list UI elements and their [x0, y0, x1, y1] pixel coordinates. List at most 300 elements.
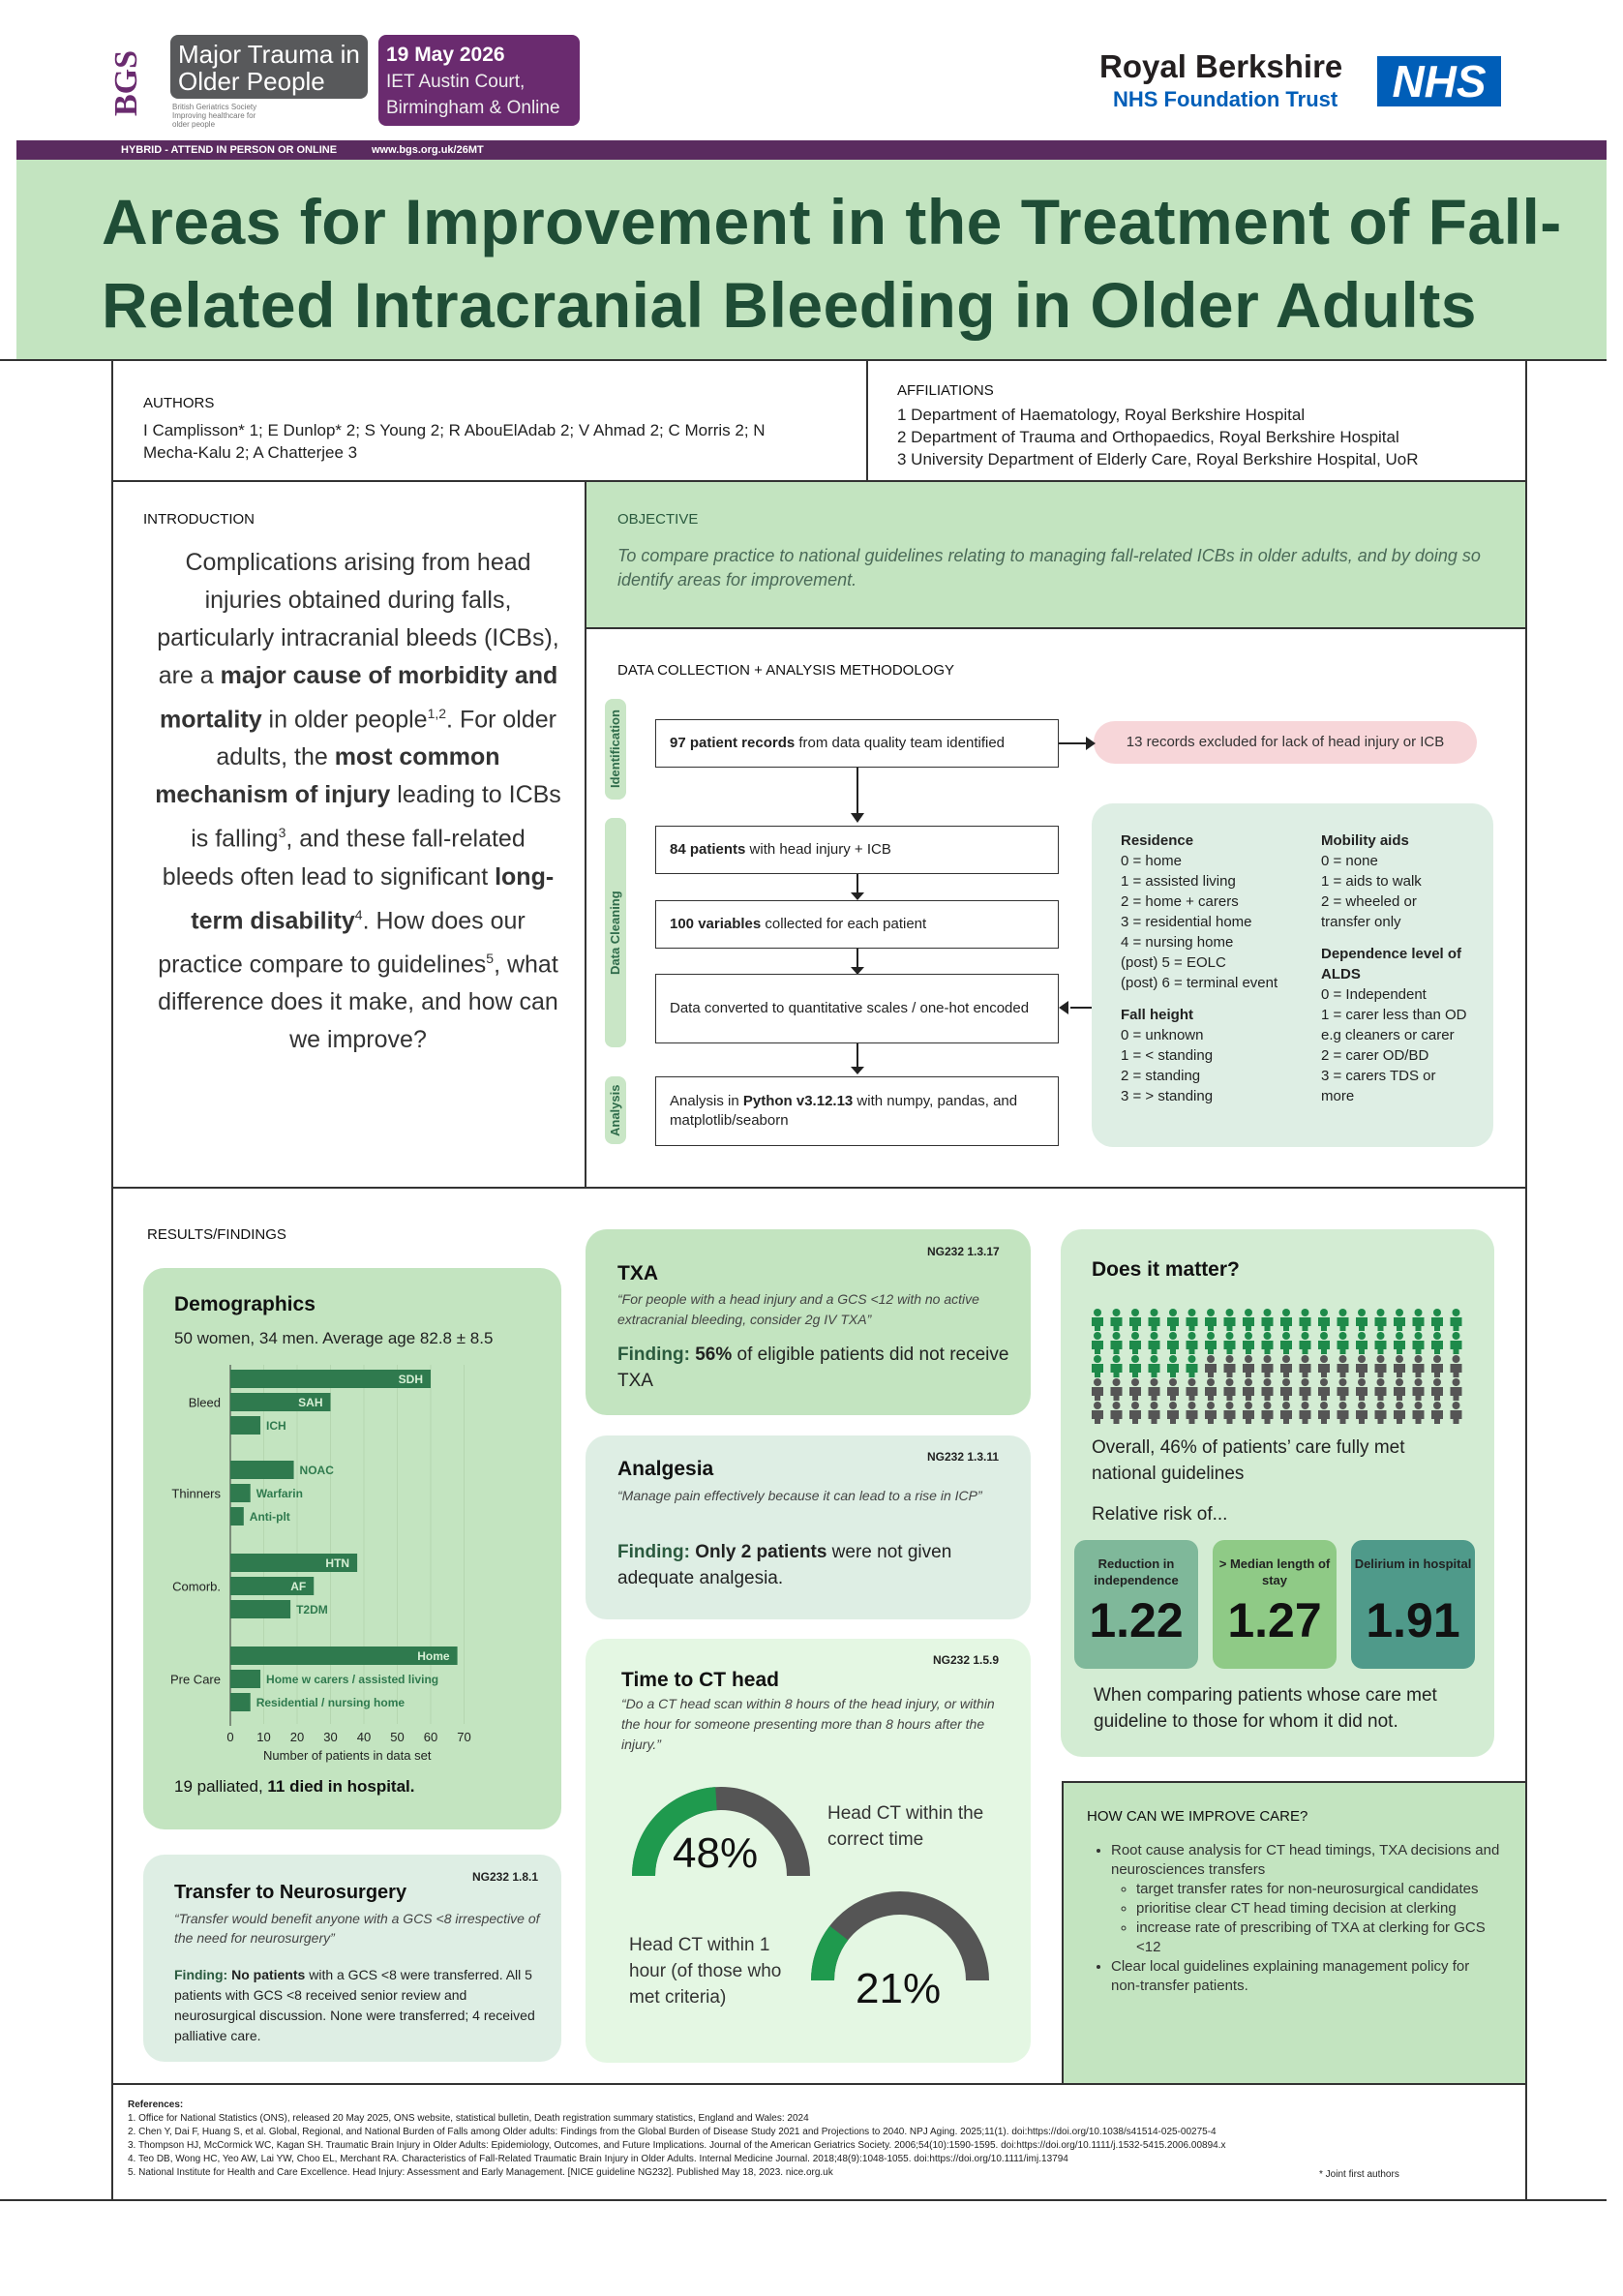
divider	[0, 2199, 1607, 2201]
person-body	[1431, 1317, 1443, 1331]
bar-label: HTN	[325, 1556, 350, 1570]
person-body	[1129, 1410, 1141, 1424]
mobility-heading: Mobility aids	[1321, 832, 1409, 849]
matter-relative-risk: Relative risk of...	[1092, 1504, 1228, 1525]
demographics-chart	[145, 1360, 561, 1767]
person-body	[1337, 1317, 1349, 1331]
person-body	[1167, 1317, 1179, 1331]
person-body	[1375, 1317, 1387, 1331]
person-body	[1149, 1387, 1160, 1401]
bar-label: SDH	[398, 1373, 423, 1386]
person-body	[1092, 1410, 1103, 1424]
person-head	[1245, 1332, 1252, 1340]
joint-authors-note: * Joint first authors	[1319, 2169, 1399, 2180]
person-body	[1111, 1410, 1123, 1424]
finding-text: of eligible patients did not receive TXA	[617, 1344, 1009, 1391]
residence-item: (post) 5 = EOLC	[1121, 954, 1226, 971]
person-head	[1282, 1355, 1290, 1363]
person-body	[1167, 1410, 1179, 1424]
person-body	[1187, 1387, 1198, 1401]
person-body	[1337, 1341, 1349, 1354]
person-head	[1188, 1309, 1196, 1316]
person-head	[1226, 1402, 1234, 1409]
person-body	[1451, 1410, 1462, 1424]
person-head	[1415, 1402, 1423, 1409]
mobility-item: 2 = wheeled or	[1321, 893, 1417, 910]
person-body	[1129, 1317, 1141, 1331]
person-body	[1280, 1341, 1292, 1354]
step-patients-text: with head injury + ICB	[745, 841, 891, 858]
divider	[866, 359, 868, 480]
person-body	[1243, 1410, 1254, 1424]
person-head	[1302, 1309, 1309, 1316]
person-head	[1226, 1355, 1234, 1363]
person-body	[1149, 1410, 1160, 1424]
residence-heading: Residence	[1121, 832, 1194, 849]
person-body	[1167, 1387, 1179, 1401]
person-head	[1169, 1355, 1177, 1363]
person-body	[1375, 1410, 1387, 1424]
person-head	[1339, 1309, 1347, 1316]
chart-area	[170, 1365, 471, 1763]
person-body	[1431, 1364, 1443, 1377]
person-body	[1111, 1364, 1123, 1377]
x-tick-label: 30	[323, 1730, 338, 1744]
person-head	[1282, 1402, 1290, 1409]
person-body	[1451, 1317, 1462, 1331]
band-url[interactable]: www.bgs.org.uk/26MT	[372, 144, 484, 156]
person-head	[1226, 1378, 1234, 1386]
person-head	[1433, 1378, 1441, 1386]
demographics-title: Demographics	[174, 1293, 316, 1315]
person-head	[1245, 1402, 1252, 1409]
arrow-head	[851, 892, 864, 900]
person-body	[1187, 1410, 1198, 1424]
people-group	[1092, 1309, 1462, 1424]
person-body	[1149, 1364, 1160, 1377]
person-body	[1187, 1317, 1198, 1331]
bar-label: Warfarin	[255, 1487, 303, 1500]
person-head	[1415, 1309, 1423, 1316]
person-head	[1396, 1378, 1403, 1386]
alds-item: 3 = carers TDS or	[1321, 1068, 1436, 1084]
divider	[0, 359, 1607, 361]
person-body	[1413, 1364, 1425, 1377]
person-head	[1453, 1402, 1460, 1409]
bar-label: T2DM	[296, 1603, 328, 1616]
person-head	[1094, 1309, 1101, 1316]
person-head	[1320, 1378, 1328, 1386]
person-head	[1377, 1402, 1385, 1409]
person-head	[1113, 1332, 1121, 1340]
person-head	[1453, 1378, 1460, 1386]
person-head	[1358, 1309, 1366, 1316]
mobility-item: 1 = aids to walk	[1321, 873, 1422, 890]
person-head	[1302, 1355, 1309, 1363]
bar-label: SAH	[298, 1396, 323, 1409]
kpi-label: Delirium in hospital	[1354, 1556, 1472, 1571]
step-analysis-text-a: Analysis in	[670, 1093, 743, 1109]
person-body	[1394, 1387, 1405, 1401]
transfer-guideline-code: NG232 1.8.1	[472, 1870, 539, 1884]
mobility-item: transfer only	[1321, 914, 1401, 930]
person-body	[1111, 1317, 1123, 1331]
person-body	[1224, 1341, 1236, 1354]
analgesia-quote: “Manage pain effectively because it can lead to a rise in ICP”	[617, 1488, 982, 1503]
person-head	[1151, 1378, 1158, 1386]
arrow	[857, 768, 858, 816]
person-head	[1302, 1402, 1309, 1409]
x-tick-label: 60	[423, 1730, 438, 1744]
tab-analysis: Analysis	[605, 1076, 626, 1144]
person-body	[1167, 1341, 1179, 1354]
person-body	[1224, 1410, 1236, 1424]
event-venue: IET Austin Court, Birmingham & Online	[386, 72, 560, 118]
txa-guideline-code: NG232 1.3.17	[927, 1245, 1000, 1258]
person-head	[1113, 1355, 1121, 1363]
person-body	[1451, 1387, 1462, 1401]
person-body	[1224, 1387, 1236, 1401]
step-analysis	[655, 1076, 1059, 1146]
person-head	[1245, 1309, 1252, 1316]
person-head	[1264, 1332, 1272, 1340]
person-body	[1375, 1364, 1387, 1377]
person-body	[1129, 1387, 1141, 1401]
person-head	[1131, 1332, 1139, 1340]
step-records	[655, 719, 1059, 768]
gauge-fill	[823, 1933, 839, 1980]
person-body	[1451, 1341, 1462, 1354]
person-body	[1413, 1410, 1425, 1424]
x-tick-label: 20	[289, 1730, 305, 1744]
person-head	[1396, 1355, 1403, 1363]
person-head	[1396, 1402, 1403, 1409]
person-body	[1337, 1364, 1349, 1377]
person-head	[1282, 1309, 1290, 1316]
arrow-head	[1086, 737, 1096, 750]
person-head	[1358, 1402, 1366, 1409]
step-variables-count: 100 variables	[670, 916, 762, 932]
person-head	[1188, 1355, 1196, 1363]
tab-data-cleaning: Data Cleaning	[605, 818, 626, 1047]
person-head	[1377, 1332, 1385, 1340]
divider	[586, 627, 1525, 629]
person-body	[1413, 1387, 1425, 1401]
intro-text: Complications arising from head injuries obtained during falls, particularly intracranial bleeds (ICBs), are a major cause of morbidity and mortality in older people$^{1,2}$. For older adults, the most common mechanism of injury leading to ICBs is falling$^3$, and these fall-related bleeds often lead to significant long-term disability$^4$. How does our practice compare to guidelines$^5$, what difference does it make, and how can we improve?	[155, 549, 561, 1054]
alds-heading: Dependence level of ALDS	[1321, 946, 1462, 982]
person-body	[1262, 1341, 1274, 1354]
person-body	[1300, 1317, 1311, 1331]
person-head	[1377, 1355, 1385, 1363]
person-head	[1377, 1378, 1385, 1386]
objective-text: To compare practice to national guidelines relating to managing fall-related ICBs in older adults, and by doing so identify areas for improvement.	[617, 546, 1481, 589]
bar	[230, 1484, 251, 1502]
bar	[230, 1507, 244, 1526]
person-head	[1188, 1332, 1196, 1340]
person-body	[1318, 1387, 1330, 1401]
reference-1: 1. Office for National Statistics (ONS), released 20 May 2025, ONS website, statistical bulletin, Death registration summary statistics, England and Wales: 2024	[128, 2113, 809, 2124]
kpi-value: 1.91	[1366, 1593, 1460, 1647]
person-head	[1151, 1309, 1158, 1316]
person-head	[1415, 1355, 1423, 1363]
person-body	[1337, 1410, 1349, 1424]
improve-item	[1111, 1841, 1502, 1957]
step-encoding: Data converted to quantitative scales / one-hot encoded	[655, 974, 1059, 1043]
person-body	[1187, 1341, 1198, 1354]
person-head	[1396, 1309, 1403, 1316]
bgs-subtitle: British Geriatrics Society Improving healthcare for older people	[172, 103, 257, 129]
group-label: Comorb.	[172, 1579, 221, 1594]
person-head	[1151, 1402, 1158, 1409]
hybrid-band	[16, 140, 1607, 160]
residence-item: (post) 6 = terminal event	[1121, 975, 1278, 991]
finding-highlight: 56%	[695, 1344, 733, 1365]
ct-gauge-2-label: Head CT within 1 hour (of those who met criteria)	[629, 1935, 782, 2008]
demographics-footnote	[174, 1777, 415, 1797]
person-head	[1207, 1402, 1215, 1409]
person-head	[1131, 1378, 1139, 1386]
person-body	[1451, 1364, 1462, 1377]
x-axis-label: Number of patients in data set	[263, 1748, 432, 1763]
tab-identification: Identification	[605, 699, 626, 800]
person-head	[1245, 1378, 1252, 1386]
bar-label: Anti-plt	[249, 1510, 290, 1524]
analgesia-guideline-code: NG232 1.3.11	[927, 1450, 1000, 1464]
arrow-head	[851, 813, 864, 823]
improve-subitem: ◦ target transfer rates for non-neurosurgical candidates	[1136, 1880, 1502, 1899]
x-tick-label: 50	[390, 1730, 405, 1744]
person-head	[1339, 1402, 1347, 1409]
kpi-length-of-stay	[1213, 1540, 1337, 1669]
person-body	[1413, 1341, 1425, 1354]
person-body	[1243, 1364, 1254, 1377]
finding-label: Finding:	[617, 1542, 696, 1562]
txa-title: TXA	[617, 1262, 658, 1284]
people-pictograph	[1086, 1305, 1473, 1426]
person-body	[1356, 1410, 1368, 1424]
person-body	[1092, 1341, 1103, 1354]
x-tick-label: 10	[256, 1730, 271, 1744]
demographics-summary: 50 women, 34 men. Average age 82.8 ± 8.5	[174, 1329, 494, 1347]
bar	[230, 1693, 251, 1711]
person-body	[1300, 1364, 1311, 1377]
ct-title: Time to CT head	[621, 1669, 779, 1691]
nhs-logo: NHS	[1377, 56, 1501, 106]
divider	[111, 1187, 1527, 1189]
person-body	[1205, 1387, 1217, 1401]
trust-subtitle: NHS Foundation Trust	[1113, 87, 1338, 111]
person-head	[1264, 1378, 1272, 1386]
event-date: 19 May 2026	[386, 44, 505, 66]
person-body	[1262, 1317, 1274, 1331]
finding-text: were not given adequate analgesia.	[617, 1542, 952, 1588]
person-body	[1356, 1387, 1368, 1401]
person-head	[1320, 1355, 1328, 1363]
excluded-records-pill: 13 records excluded for lack of head injury or ICB	[1094, 721, 1477, 764]
arrow-head	[1059, 1001, 1068, 1014]
step-patients-count: 84 patients	[670, 841, 746, 858]
person-head	[1169, 1378, 1177, 1386]
step-variables	[655, 900, 1059, 949]
divider	[111, 359, 113, 2201]
step-records-text: from data quality team identified	[795, 735, 1006, 751]
footnote-palliated: 19 palliated,	[174, 1777, 268, 1796]
person-head	[1358, 1378, 1366, 1386]
person-body	[1337, 1387, 1349, 1401]
person-head	[1415, 1378, 1423, 1386]
alds-item: 0 = Independent	[1321, 986, 1427, 1003]
person-head	[1358, 1355, 1366, 1363]
person-body	[1224, 1317, 1236, 1331]
person-body	[1394, 1317, 1405, 1331]
matter-title: Does it matter?	[1092, 1258, 1240, 1281]
group-label: Pre Care	[169, 1672, 221, 1687]
person-body	[1187, 1364, 1198, 1377]
person-head	[1453, 1332, 1460, 1340]
bar	[230, 1461, 294, 1479]
person-head	[1339, 1378, 1347, 1386]
person-body	[1205, 1410, 1217, 1424]
person-head	[1113, 1309, 1121, 1316]
residence-item: 2 = home + carers	[1121, 893, 1239, 910]
person-body	[1431, 1410, 1443, 1424]
step-variables-text: collected for each patient	[761, 916, 927, 932]
person-body	[1262, 1387, 1274, 1401]
finding-label: Finding:	[617, 1344, 696, 1365]
alds-item: 1 = carer less than OD	[1321, 1007, 1467, 1023]
bar	[230, 1600, 290, 1618]
person-body	[1356, 1341, 1368, 1354]
step-patients	[655, 826, 1059, 874]
person-head	[1415, 1332, 1423, 1340]
divider	[1525, 359, 1527, 2201]
person-body	[1280, 1364, 1292, 1377]
improve-list	[1086, 1841, 1502, 1996]
person-body	[1300, 1410, 1311, 1424]
references-heading: References:	[128, 2100, 184, 2110]
improve-heading: HOW CAN WE IMPROVE CARE?	[1087, 1808, 1308, 1825]
person-head	[1207, 1309, 1215, 1316]
fall-item: 1 = < standing	[1121, 1047, 1214, 1064]
person-head	[1094, 1402, 1101, 1409]
person-body	[1129, 1341, 1141, 1354]
person-head	[1433, 1332, 1441, 1340]
person-head	[1302, 1378, 1309, 1386]
residence-item: 1 = assisted living	[1121, 873, 1236, 890]
person-body	[1318, 1341, 1330, 1354]
bar-label: Home	[417, 1649, 450, 1663]
person-body	[1205, 1364, 1217, 1377]
person-head	[1131, 1355, 1139, 1363]
person-body	[1243, 1387, 1254, 1401]
trust-name: Royal Berkshire	[1099, 48, 1343, 84]
person-head	[1131, 1402, 1139, 1409]
bar	[230, 1670, 260, 1688]
matter-footnote: When comparing patients whose care met guideline to those for whom it did not.	[1094, 1685, 1437, 1732]
improve-item-text: Root cause analysis for CT head timings, TXA decisions and neurosciences transfers	[1111, 1842, 1500, 1878]
person-head	[1339, 1332, 1347, 1340]
finding-text: with a GCS <8 were transferred. All 5 patients with GCS <8 received senior review and neurosurgical discussion. None were transferred; 4 received palliative care.	[174, 1967, 535, 2043]
analgesia-finding	[617, 1539, 1014, 1591]
person-body	[1243, 1317, 1254, 1331]
results-heading: RESULTS/FINDINGS	[147, 1226, 286, 1243]
person-head	[1131, 1309, 1139, 1316]
person-head	[1339, 1355, 1347, 1363]
transfer-title: Transfer to Neurosurgery	[174, 1882, 407, 1903]
objective-heading: OBJECTIVE	[617, 511, 699, 528]
person-body	[1262, 1410, 1274, 1424]
person-body	[1431, 1387, 1443, 1401]
intro-heading: INTRODUCTION	[143, 511, 255, 528]
kpi-label: > Median length of stay	[1218, 1556, 1331, 1587]
reference-3: 3. Thompson HJ, McCormick WC, Kagan SH. Traumatic Brain Injury in Older Adults: Epidemiology, Outcomes, and Future Implications. Journal of the American Geriatrics Society. 2006;54(10):1590-1595. doi:https://doi.org/10.1111/j.1532-5415.2006.00894.x	[128, 2140, 1226, 2151]
fall-item: 3 = > standing	[1121, 1088, 1214, 1104]
fall-item: 2 = standing	[1121, 1068, 1201, 1084]
affiliation-2: 2 Department of Trauma and Orthopaedics, Royal Berkshire Hospital	[897, 428, 1399, 446]
person-head	[1169, 1309, 1177, 1316]
finding-highlight: No patients	[231, 1967, 306, 1982]
person-head	[1433, 1402, 1441, 1409]
method-heading: DATA COLLECTION + ANALYSIS METHODOLOGY	[617, 662, 955, 679]
ct-gauge-1-label: Head CT within the correct time	[827, 1803, 984, 1850]
person-body	[1394, 1341, 1405, 1354]
improve-subitem: ◦ prioritise clear CT head timing decision at clerking	[1136, 1899, 1502, 1918]
bar-label: NOAC	[299, 1464, 334, 1477]
mobility-key	[1321, 831, 1486, 1106]
person-body	[1149, 1317, 1160, 1331]
person-body	[1092, 1317, 1103, 1331]
authors-heading: AUTHORS	[143, 395, 215, 411]
person-head	[1169, 1402, 1177, 1409]
person-body	[1092, 1387, 1103, 1401]
kpi-label: Reduction in independence	[1094, 1556, 1179, 1587]
person-body	[1205, 1317, 1217, 1331]
residence-key	[1121, 831, 1314, 1106]
kpi-value: 1.27	[1227, 1593, 1322, 1647]
person-body	[1375, 1341, 1387, 1354]
person-body	[1431, 1341, 1443, 1354]
person-body	[1243, 1341, 1254, 1354]
reference-4: 4. Teo DB, Wong HC, Yeo AW, Lai YW, Choo EL, Merchant RA. Characteristics of Fall-Related Traumatic Brain Injury in Older Adults. Internal Medicine Journal. 2018;48(9):1048-1055. doi:https://doi.org/10.1111/imj.13794	[128, 2154, 1068, 2164]
person-body	[1092, 1364, 1103, 1377]
person-body	[1167, 1364, 1179, 1377]
group-label: Thinners	[171, 1486, 221, 1501]
person-body	[1375, 1387, 1387, 1401]
arrow	[1059, 742, 1088, 744]
fall-height-heading: Fall height	[1121, 1007, 1193, 1023]
person-head	[1113, 1378, 1121, 1386]
alds-item: 2 = carer OD/BD	[1321, 1047, 1429, 1064]
step-analysis-python: Python v3.12.13	[742, 1093, 854, 1109]
affiliation-1: 1 Department of Haematology, Royal Berkshire Hospital	[897, 406, 1306, 424]
person-body	[1280, 1387, 1292, 1401]
kpi-independence	[1074, 1540, 1198, 1669]
person-body	[1356, 1317, 1368, 1331]
bgs-logo: BGS	[108, 49, 144, 116]
residence-item: 3 = residential home	[1121, 914, 1252, 930]
person-body	[1262, 1364, 1274, 1377]
person-head	[1169, 1332, 1177, 1340]
person-head	[1320, 1402, 1328, 1409]
person-body	[1300, 1387, 1311, 1401]
x-tick-label: 40	[356, 1730, 372, 1744]
person-body	[1394, 1410, 1405, 1424]
person-head	[1094, 1332, 1101, 1340]
bar	[230, 1416, 260, 1435]
person-head	[1094, 1378, 1101, 1386]
person-head	[1207, 1355, 1215, 1363]
person-body	[1111, 1341, 1123, 1354]
